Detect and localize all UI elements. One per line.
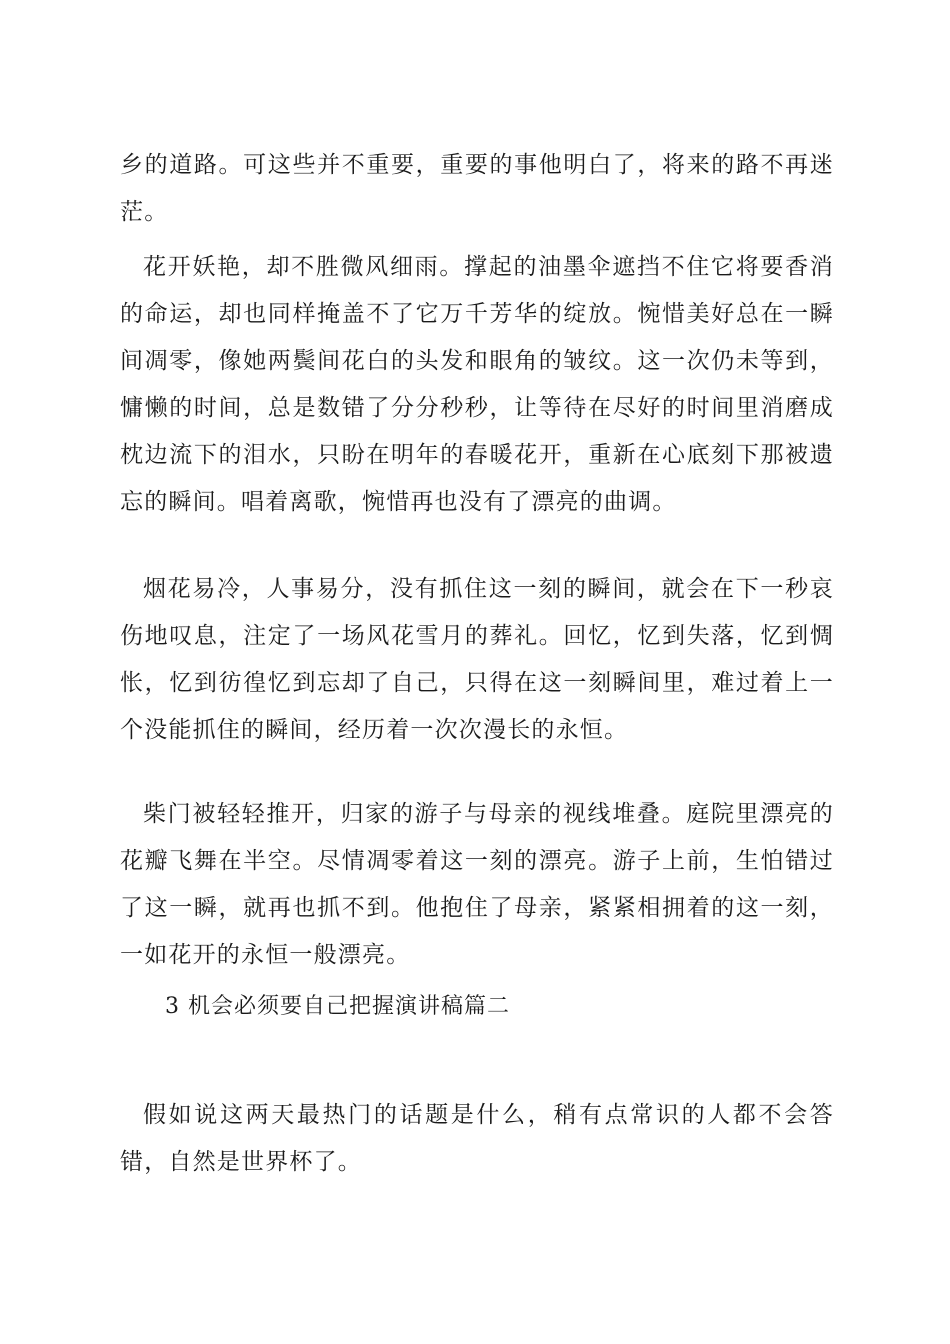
paragraph-fireworks: 烟花易冷，人事易分，没有抓住这一刻的瞬间，就会在下一秒哀伤地叹息，注定了一场风花雪月的葬礼。回忆，忆到失落，忆到惆怅，忆到彷徨忆到忘却了自己，只得在这一刻瞬间里，难过着上一个没能抓住的瞬间，经历着一次次漫长的永恒。: [120, 576, 834, 743]
paragraph-flower: 花开妖艳，却不胜微风细雨。撑起的油墨伞遮挡不住它将要香消的命运，却也同样掩盖不了它万千芳华的绽放。惋惜美好总在一瞬间凋零，像她两鬓间花白的头发和眼角的皱纹。这一次仍未等到，慵懒的时间，总是数错了分分秒秒，让等待在尽好的时间里消磨成枕边流下的泪水，只盼在明年的春暖花开，重新在心底刻下那被遗忘的瞬间。唱着离歌，惋惜再也没有了漂亮的曲调。: [120, 254, 834, 515]
paragraph-homecoming: 柴门被轻轻推开，归家的游子与母亲的视线堆叠。庭院里漂亮的花瓣飞舞在半空。尽情凋零着这一刻的漂亮。游子上前，生怕错过了这一瞬，就再也抓不到。他抱住了母亲，紧紧相拥着的这一刻，一如花开的永恒一般漂亮。: [120, 801, 834, 968]
paragraph-continuation: 乡的道路。可这些并不重要，重要的事他明白了，将来的路不再迷茫。: [120, 152, 834, 225]
paragraph-world-cup: 假如说这两天最热门的话题是什么，稍有点常识的人都不会答错，自然是世界杯了。: [120, 1102, 834, 1175]
section-heading: 3 机会必须要自己把握演讲稿篇二: [165, 994, 510, 1019]
